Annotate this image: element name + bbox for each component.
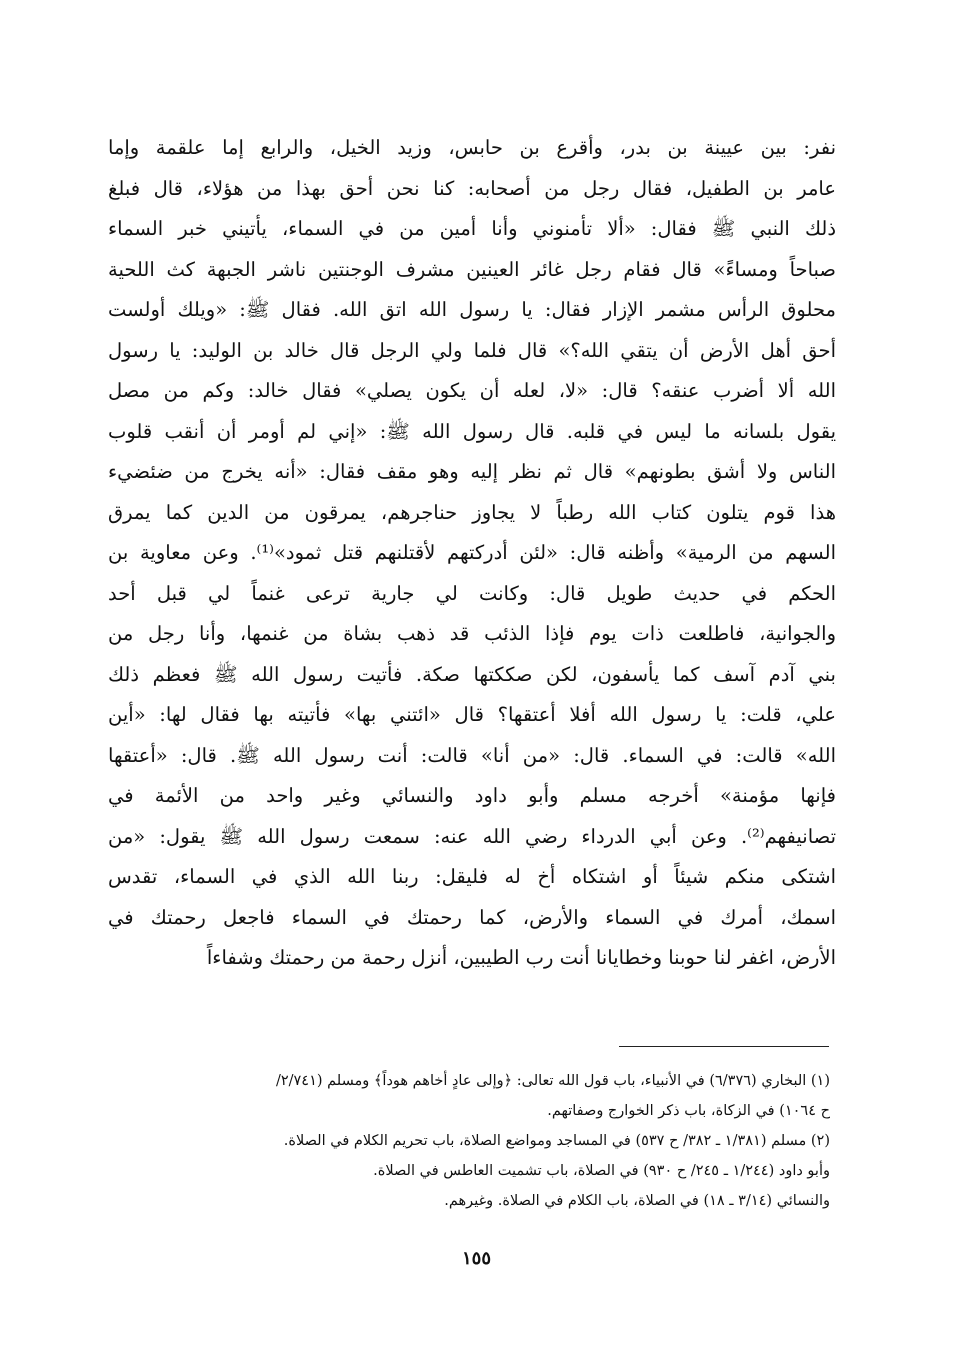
footnote-line: (٢) مسلم (١/٣٨١ ـ ٣٨٢/ ح ٥٣٧) في المساجد ومواضع الصلاة، باب تحريم الكلام في الصلاة. bbox=[283, 1133, 830, 1149]
body-line: الله ألا أضرب عنقه؟ قال: «لا، لعله أن يكون يصلي» فقال خالد: وكم من مصل bbox=[108, 379, 836, 402]
body-line: ذلك النبي ﷺ فقال: «ألا تأمنوني وأنا أمين من في السماء، يأتيني خبر السماء bbox=[108, 217, 836, 240]
body-line: فإنها مؤمنة» أخرجه مسلم وأبو داود والنسائي وغير واحد من الأئمة في bbox=[108, 784, 836, 807]
body-line: الأرض، اغفر لنا حوبنا وخطايانا أنت رب الطيبين، أنزل رحمة من رحمتك وشفاءاً bbox=[206, 946, 836, 969]
body-line: صباحاً ومساءً» قال فقام رجل غائر العينين مشرف الوجنتين ناشر الجبهة كث اللحية bbox=[108, 257, 836, 281]
footnote-line: وأبو داود (١/٢٤٤ ـ ٢٤٥/ ح ٩٣٠) في الصلاة، باب تشميت العاطس في الصلاة. bbox=[373, 1163, 830, 1179]
body-line: اسمك، أمرك في السماء والأرض، كما رحمتك في السماء فاجعل رحمتك في bbox=[108, 905, 836, 929]
body-line: الله» قالت: في السماء. قال: «من أنا» قالت: أنت رسول الله ﷺ. قال: «أعتقها bbox=[108, 743, 836, 767]
footnote-separator bbox=[619, 1046, 829, 1047]
body-line: هذا قوم يتلون كتاب الله رطباً لا يجاوز حناجرهم، يمرقون من الدين كما يمرق bbox=[108, 500, 836, 524]
footnote-line: (١) البخاري (٦/٣٧٦) في الأنبياء، باب قول الله تعالى: ﴿وإلى عادٍ أخاهم هوداً﴾ ومسلم (٢/٧٤١/ bbox=[275, 1073, 830, 1089]
body-line: بني آدم آسف كما يأسفون، لكن صككتها صكة. فأتيت رسول الله ﷺ فعظم ذلك bbox=[108, 662, 836, 686]
body-line: محلوق الرأس مشمر الإزار فقال: يا رسول الله اتق الله. فقال ﷺ: «ويلك أولست bbox=[108, 298, 836, 321]
footnote-line: ح ١٠٦٤) في الزكاة، باب ذكر الخوارج وصفاتهم. bbox=[547, 1103, 830, 1119]
body-line: والجوانية، فاطلعت ذات يوم فإذا الذئب قد ذهب بشاة من غنمها، وأنا رجل من bbox=[108, 622, 836, 645]
body-line: تصانيفهم⁽²⁾. وعن أبي الدرداء رضي الله عنه: سمعت رسول الله ﷺ يقول: «من bbox=[108, 824, 836, 848]
body-line: عامر بن الطفيل، فقال رجل من أصحابه: كنا نحن أحق بهذا من هؤلاء، قال فبلغ bbox=[108, 176, 836, 200]
body-line: أحق أهل الأرض أن يتقي الله؟» قال فلما ولي الرجل قال خالد بن الوليد: يا رسول bbox=[108, 338, 836, 362]
main-text bbox=[108, 128, 836, 979]
body-line: السهم من الرمية» وأظنه قال: «لئن أدركتهم لأقتلنهم قتل ثمود»⁽¹⁾. وعن معاوية بن bbox=[108, 541, 836, 564]
body-line: الناس ولا أشق بطونهم» قال ثم نظر إليه وهو مقف فقال: «أنه يخرج من ضئضيء bbox=[108, 460, 836, 483]
body-line: اشتكى منكم شيئاً أو اشتكاه أخ له فليقل: ربنا الله الذي في السماء، تقدس bbox=[108, 865, 836, 888]
page-number: ١٥٥ bbox=[461, 1248, 491, 1269]
footnote-line: والنسائي (٣/١٤ ـ ١٨) في الصلاة، باب الكلام في الصلاة. وغيرهم. bbox=[444, 1193, 830, 1209]
body-line: الحكم في حديث طويل قال: وكانت لي جارية ترعى غنماً لي قبل أحد bbox=[108, 581, 836, 605]
body-line: نفر: بين عيينة بن بدر، وأقرع بن حابس، وزيد الخيل، والرابع إما علقمة وإما bbox=[108, 136, 836, 159]
body-line: علي، قلت: يا رسول الله أفلا أعتقها؟ قال «ائتني بها» فأتيته بها فقال لها: «أين bbox=[108, 703, 836, 726]
body-line: يقول بلسانه ما ليس في قلبه. قال رسول الله ﷺ: «إني لم أومر أن أنقب قلوب bbox=[108, 419, 836, 443]
footnotes bbox=[108, 1066, 830, 1216]
